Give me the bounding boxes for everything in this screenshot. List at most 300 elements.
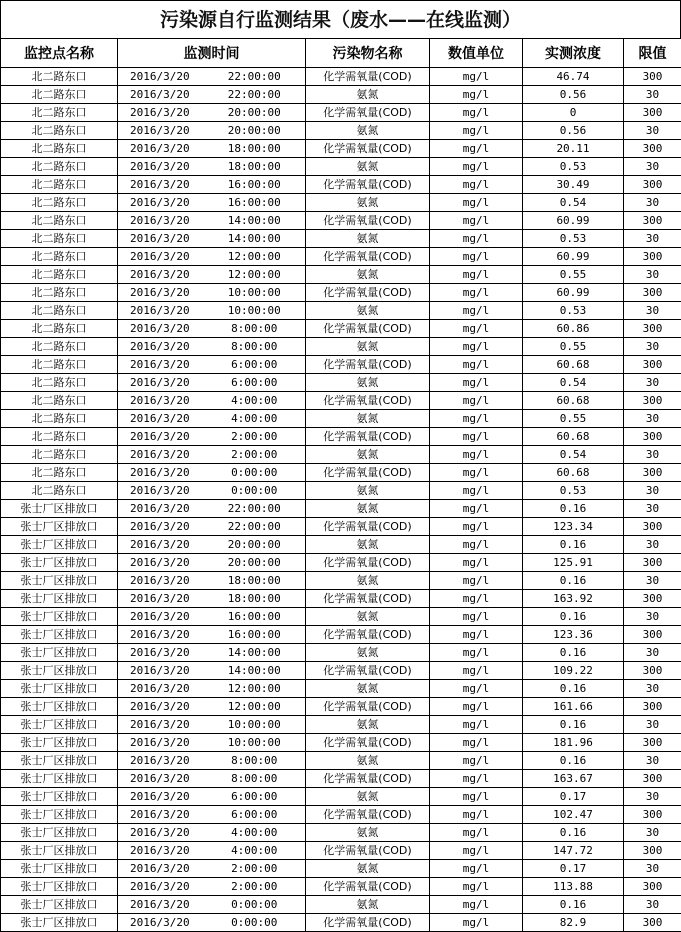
date-cell: 2016/3/20 [118, 770, 204, 788]
date-cell: 2016/3/20 [118, 878, 204, 896]
value-cell: 0.17 [523, 788, 624, 806]
limit-cell: 300 [624, 320, 681, 338]
unit-cell: mg/l [430, 626, 523, 644]
table-row [1, 230, 681, 248]
limit-cell: 30 [624, 644, 681, 662]
unit-cell: mg/l [430, 392, 523, 410]
value-cell: 60.99 [523, 212, 624, 230]
date-cell: 2016/3/20 [118, 860, 204, 878]
date-cell: 2016/3/20 [118, 716, 204, 734]
value-cell: 0.16 [523, 644, 624, 662]
header-pollutant: 污染物名称 [306, 39, 430, 68]
pollutant-cell: 氨氮 [306, 536, 430, 554]
unit-cell: mg/l [430, 644, 523, 662]
value-cell: 0.54 [523, 446, 624, 464]
site-cell: 张士厂区排放口 [1, 536, 118, 554]
site-cell: 北二路东口 [1, 410, 118, 428]
value-cell: 0.17 [523, 860, 624, 878]
value-cell: 0.16 [523, 572, 624, 590]
limit-cell: 300 [624, 554, 681, 572]
site-cell: 张士厂区排放口 [1, 590, 118, 608]
pollutant-cell: 氨氮 [306, 572, 430, 590]
unit-cell: mg/l [430, 446, 523, 464]
limit-cell: 300 [624, 428, 681, 446]
limit-cell: 300 [624, 392, 681, 410]
header-value: 实测浓度 [523, 39, 624, 68]
table-row [1, 374, 681, 392]
unit-cell: mg/l [430, 914, 523, 932]
site-cell: 张士厂区排放口 [1, 662, 118, 680]
value-cell: 123.34 [523, 518, 624, 536]
table-row [1, 788, 681, 806]
value-cell: 0.55 [523, 410, 624, 428]
pollutant-cell: 化学需氧量(COD) [306, 662, 430, 680]
time-cell: 20:00:00 [204, 554, 306, 572]
time-cell: 10:00:00 [204, 302, 306, 320]
table-row [1, 896, 681, 914]
table-row [1, 248, 681, 266]
time-cell: 20:00:00 [204, 104, 306, 122]
value-cell: 46.74 [523, 68, 624, 86]
time-cell: 12:00:00 [204, 248, 306, 266]
table-row [1, 842, 681, 860]
site-cell: 张士厂区排放口 [1, 680, 118, 698]
date-cell: 2016/3/20 [118, 698, 204, 716]
time-cell: 20:00:00 [204, 122, 306, 140]
value-cell: 163.67 [523, 770, 624, 788]
value-cell: 0.56 [523, 122, 624, 140]
table-row [1, 662, 681, 680]
pollutant-cell: 氨氮 [306, 122, 430, 140]
limit-cell: 30 [624, 752, 681, 770]
site-cell: 北二路东口 [1, 320, 118, 338]
limit-cell: 300 [624, 104, 681, 122]
site-cell: 张士厂区排放口 [1, 806, 118, 824]
date-cell: 2016/3/20 [118, 608, 204, 626]
pollutant-cell: 化学需氧量(COD) [306, 140, 430, 158]
value-cell: 60.86 [523, 320, 624, 338]
table-row [1, 176, 681, 194]
pollutant-cell: 氨氮 [306, 608, 430, 626]
unit-cell: mg/l [430, 500, 523, 518]
value-cell: 0 [523, 104, 624, 122]
site-cell: 张士厂区排放口 [1, 824, 118, 842]
limit-cell: 30 [624, 230, 681, 248]
pollutant-cell: 化学需氧量(COD) [306, 464, 430, 482]
pollutant-cell: 化学需氧量(COD) [306, 212, 430, 230]
time-cell: 20:00:00 [204, 536, 306, 554]
table-row [1, 266, 681, 284]
pollutant-cell: 氨氮 [306, 824, 430, 842]
unit-cell: mg/l [430, 824, 523, 842]
time-cell: 4:00:00 [204, 824, 306, 842]
limit-cell: 300 [624, 518, 681, 536]
time-cell: 0:00:00 [204, 482, 306, 500]
unit-cell: mg/l [430, 590, 523, 608]
limit-cell: 30 [624, 896, 681, 914]
site-cell: 北二路东口 [1, 266, 118, 284]
table-row [1, 140, 681, 158]
unit-cell: mg/l [430, 230, 523, 248]
pollutant-cell: 化学需氧量(COD) [306, 554, 430, 572]
site-cell: 张士厂区排放口 [1, 752, 118, 770]
limit-cell: 30 [624, 824, 681, 842]
header-row [1, 39, 681, 68]
time-cell: 6:00:00 [204, 806, 306, 824]
limit-cell: 300 [624, 212, 681, 230]
unit-cell: mg/l [430, 284, 523, 302]
value-cell: 0.16 [523, 896, 624, 914]
site-cell: 北二路东口 [1, 392, 118, 410]
pollutant-cell: 化学需氧量(COD) [306, 320, 430, 338]
site-cell: 北二路东口 [1, 248, 118, 266]
table-row [1, 428, 681, 446]
limit-cell: 30 [624, 572, 681, 590]
pollutant-cell: 氨氮 [306, 788, 430, 806]
header-site: 监控点名称 [1, 39, 118, 68]
time-cell: 16:00:00 [204, 608, 306, 626]
pollutant-cell: 氨氮 [306, 410, 430, 428]
table-row [1, 536, 681, 554]
date-cell: 2016/3/20 [118, 248, 204, 266]
unit-cell: mg/l [430, 806, 523, 824]
header-limit: 限值 [624, 39, 681, 68]
table-row [1, 212, 681, 230]
pollutant-cell: 氨氮 [306, 500, 430, 518]
time-cell: 22:00:00 [204, 86, 306, 104]
date-cell: 2016/3/20 [118, 482, 204, 500]
value-cell: 0.16 [523, 752, 624, 770]
unit-cell: mg/l [430, 302, 523, 320]
header-time: 监测时间 [118, 39, 306, 68]
date-cell: 2016/3/20 [118, 500, 204, 518]
time-cell: 2:00:00 [204, 860, 306, 878]
value-cell: 147.72 [523, 842, 624, 860]
date-cell: 2016/3/20 [118, 356, 204, 374]
unit-cell: mg/l [430, 860, 523, 878]
date-cell: 2016/3/20 [118, 68, 204, 86]
unit-cell: mg/l [430, 464, 523, 482]
time-cell: 22:00:00 [204, 518, 306, 536]
table-row [1, 122, 681, 140]
value-cell: 30.49 [523, 176, 624, 194]
time-cell: 16:00:00 [204, 194, 306, 212]
table-row [1, 590, 681, 608]
site-cell: 张士厂区排放口 [1, 500, 118, 518]
table-body [1, 68, 681, 932]
pollutant-cell: 氨氮 [306, 302, 430, 320]
date-cell: 2016/3/20 [118, 842, 204, 860]
site-cell: 北二路东口 [1, 338, 118, 356]
table-row [1, 554, 681, 572]
limit-cell: 30 [624, 608, 681, 626]
date-cell: 2016/3/20 [118, 536, 204, 554]
value-cell: 0.54 [523, 374, 624, 392]
limit-cell: 300 [624, 356, 681, 374]
table-row [1, 878, 681, 896]
site-cell: 北二路东口 [1, 464, 118, 482]
pollutant-cell: 化学需氧量(COD) [306, 392, 430, 410]
time-cell: 8:00:00 [204, 320, 306, 338]
value-cell: 163.92 [523, 590, 624, 608]
pollutant-cell: 化学需氧量(COD) [306, 878, 430, 896]
unit-cell: mg/l [430, 320, 523, 338]
site-cell: 北二路东口 [1, 158, 118, 176]
unit-cell: mg/l [430, 194, 523, 212]
limit-cell: 300 [624, 626, 681, 644]
limit-cell: 300 [624, 842, 681, 860]
time-cell: 22:00:00 [204, 500, 306, 518]
table-row [1, 68, 681, 86]
value-cell: 113.88 [523, 878, 624, 896]
site-cell: 北二路东口 [1, 302, 118, 320]
date-cell: 2016/3/20 [118, 518, 204, 536]
table-row [1, 716, 681, 734]
time-cell: 10:00:00 [204, 716, 306, 734]
date-cell: 2016/3/20 [118, 680, 204, 698]
site-cell: 张士厂区排放口 [1, 878, 118, 896]
pollutant-cell: 化学需氧量(COD) [306, 734, 430, 752]
site-cell: 张士厂区排放口 [1, 716, 118, 734]
time-cell: 4:00:00 [204, 392, 306, 410]
unit-cell: mg/l [430, 770, 523, 788]
table-row [1, 86, 681, 104]
site-cell: 张士厂区排放口 [1, 770, 118, 788]
pollutant-cell: 化学需氧量(COD) [306, 914, 430, 932]
table-row [1, 410, 681, 428]
time-cell: 6:00:00 [204, 788, 306, 806]
date-cell: 2016/3/20 [118, 896, 204, 914]
limit-cell: 300 [624, 734, 681, 752]
unit-cell: mg/l [430, 248, 523, 266]
date-cell: 2016/3/20 [118, 464, 204, 482]
value-cell: 181.96 [523, 734, 624, 752]
date-cell: 2016/3/20 [118, 266, 204, 284]
date-cell: 2016/3/20 [118, 410, 204, 428]
value-cell: 60.68 [523, 356, 624, 374]
limit-cell: 30 [624, 302, 681, 320]
unit-cell: mg/l [430, 140, 523, 158]
date-cell: 2016/3/20 [118, 554, 204, 572]
date-cell: 2016/3/20 [118, 194, 204, 212]
site-cell: 北二路东口 [1, 122, 118, 140]
unit-cell: mg/l [430, 608, 523, 626]
value-cell: 102.47 [523, 806, 624, 824]
date-cell: 2016/3/20 [118, 212, 204, 230]
table-row [1, 392, 681, 410]
time-cell: 2:00:00 [204, 878, 306, 896]
limit-cell: 30 [624, 122, 681, 140]
site-cell: 张士厂区排放口 [1, 518, 118, 536]
unit-cell: mg/l [430, 680, 523, 698]
value-cell: 161.66 [523, 698, 624, 716]
site-cell: 北二路东口 [1, 284, 118, 302]
date-cell: 2016/3/20 [118, 428, 204, 446]
date-cell: 2016/3/20 [118, 662, 204, 680]
time-cell: 14:00:00 [204, 644, 306, 662]
date-cell: 2016/3/20 [118, 158, 204, 176]
pollutant-cell: 化学需氧量(COD) [306, 68, 430, 86]
value-cell: 0.54 [523, 194, 624, 212]
limit-cell: 30 [624, 716, 681, 734]
value-cell: 0.16 [523, 536, 624, 554]
time-cell: 2:00:00 [204, 446, 306, 464]
time-cell: 10:00:00 [204, 734, 306, 752]
pollutant-cell: 化学需氧量(COD) [306, 698, 430, 716]
table-row [1, 338, 681, 356]
date-cell: 2016/3/20 [118, 284, 204, 302]
pollutant-cell: 化学需氧量(COD) [306, 770, 430, 788]
table-row [1, 302, 681, 320]
unit-cell: mg/l [430, 212, 523, 230]
site-cell: 北二路东口 [1, 140, 118, 158]
table-row [1, 500, 681, 518]
value-cell: 0.55 [523, 338, 624, 356]
table-row [1, 752, 681, 770]
date-cell: 2016/3/20 [118, 104, 204, 122]
time-cell: 8:00:00 [204, 338, 306, 356]
limit-cell: 30 [624, 500, 681, 518]
limit-cell: 300 [624, 140, 681, 158]
limit-cell: 300 [624, 176, 681, 194]
unit-cell: mg/l [430, 878, 523, 896]
limit-cell: 30 [624, 338, 681, 356]
site-cell: 张士厂区排放口 [1, 896, 118, 914]
time-cell: 4:00:00 [204, 410, 306, 428]
site-cell: 北二路东口 [1, 374, 118, 392]
unit-cell: mg/l [430, 176, 523, 194]
site-cell: 北二路东口 [1, 230, 118, 248]
time-cell: 18:00:00 [204, 158, 306, 176]
limit-cell: 300 [624, 68, 681, 86]
pollutant-cell: 氨氮 [306, 482, 430, 500]
limit-cell: 30 [624, 788, 681, 806]
site-cell: 张士厂区排放口 [1, 626, 118, 644]
table-row [1, 356, 681, 374]
unit-cell: mg/l [430, 518, 523, 536]
value-cell: 60.99 [523, 248, 624, 266]
value-cell: 0.55 [523, 266, 624, 284]
report-title: 污染源自行监测结果（废水——在线监测） [0, 0, 681, 38]
value-cell: 0.53 [523, 302, 624, 320]
time-cell: 16:00:00 [204, 176, 306, 194]
value-cell: 0.56 [523, 86, 624, 104]
value-cell: 0.53 [523, 230, 624, 248]
date-cell: 2016/3/20 [118, 644, 204, 662]
limit-cell: 30 [624, 374, 681, 392]
limit-cell: 300 [624, 770, 681, 788]
limit-cell: 300 [624, 284, 681, 302]
site-cell: 北二路东口 [1, 446, 118, 464]
table-row [1, 158, 681, 176]
unit-cell: mg/l [430, 86, 523, 104]
limit-cell: 30 [624, 86, 681, 104]
site-cell: 张士厂区排放口 [1, 734, 118, 752]
date-cell: 2016/3/20 [118, 374, 204, 392]
value-cell: 60.99 [523, 284, 624, 302]
pollutant-cell: 化学需氧量(COD) [306, 842, 430, 860]
value-cell: 109.22 [523, 662, 624, 680]
unit-cell: mg/l [430, 734, 523, 752]
site-cell: 张士厂区排放口 [1, 842, 118, 860]
pollutant-cell: 氨氮 [306, 230, 430, 248]
unit-cell: mg/l [430, 122, 523, 140]
time-cell: 6:00:00 [204, 356, 306, 374]
limit-cell: 30 [624, 158, 681, 176]
time-cell: 14:00:00 [204, 230, 306, 248]
date-cell: 2016/3/20 [118, 392, 204, 410]
unit-cell: mg/l [430, 662, 523, 680]
site-cell: 北二路东口 [1, 68, 118, 86]
date-cell: 2016/3/20 [118, 320, 204, 338]
value-cell: 60.68 [523, 392, 624, 410]
table-row [1, 320, 681, 338]
pollutant-cell: 氨氮 [306, 644, 430, 662]
unit-cell: mg/l [430, 428, 523, 446]
time-cell: 0:00:00 [204, 914, 306, 932]
limit-cell: 30 [624, 446, 681, 464]
value-cell: 0.16 [523, 500, 624, 518]
unit-cell: mg/l [430, 410, 523, 428]
table-row [1, 284, 681, 302]
table-row [1, 914, 681, 932]
date-cell: 2016/3/20 [118, 140, 204, 158]
pollutant-cell: 氨氮 [306, 158, 430, 176]
time-cell: 12:00:00 [204, 698, 306, 716]
time-cell: 18:00:00 [204, 140, 306, 158]
unit-cell: mg/l [430, 554, 523, 572]
time-cell: 22:00:00 [204, 68, 306, 86]
unit-cell: mg/l [430, 104, 523, 122]
pollutant-cell: 化学需氧量(COD) [306, 104, 430, 122]
site-cell: 张士厂区排放口 [1, 698, 118, 716]
limit-cell: 30 [624, 266, 681, 284]
pollutant-cell: 化学需氧量(COD) [306, 590, 430, 608]
time-cell: 14:00:00 [204, 212, 306, 230]
table-row [1, 734, 681, 752]
value-cell: 0.53 [523, 482, 624, 500]
limit-cell: 300 [624, 914, 681, 932]
table-row [1, 194, 681, 212]
time-cell: 0:00:00 [204, 896, 306, 914]
site-cell: 北二路东口 [1, 194, 118, 212]
site-cell: 张士厂区排放口 [1, 860, 118, 878]
time-cell: 8:00:00 [204, 752, 306, 770]
value-cell: 0.53 [523, 158, 624, 176]
date-cell: 2016/3/20 [118, 590, 204, 608]
limit-cell: 300 [624, 878, 681, 896]
unit-cell: mg/l [430, 68, 523, 86]
date-cell: 2016/3/20 [118, 806, 204, 824]
pollutant-cell: 氨氮 [306, 680, 430, 698]
table-row [1, 698, 681, 716]
date-cell: 2016/3/20 [118, 824, 204, 842]
limit-cell: 30 [624, 482, 681, 500]
time-cell: 6:00:00 [204, 374, 306, 392]
limit-cell: 300 [624, 248, 681, 266]
table-row [1, 464, 681, 482]
site-cell: 北二路东口 [1, 104, 118, 122]
value-cell: 60.68 [523, 428, 624, 446]
time-cell: 18:00:00 [204, 590, 306, 608]
table-row [1, 104, 681, 122]
unit-cell: mg/l [430, 788, 523, 806]
unit-cell: mg/l [430, 896, 523, 914]
table-row [1, 626, 681, 644]
pollutant-cell: 氨氮 [306, 752, 430, 770]
results-table [0, 38, 681, 932]
site-cell: 北二路东口 [1, 176, 118, 194]
